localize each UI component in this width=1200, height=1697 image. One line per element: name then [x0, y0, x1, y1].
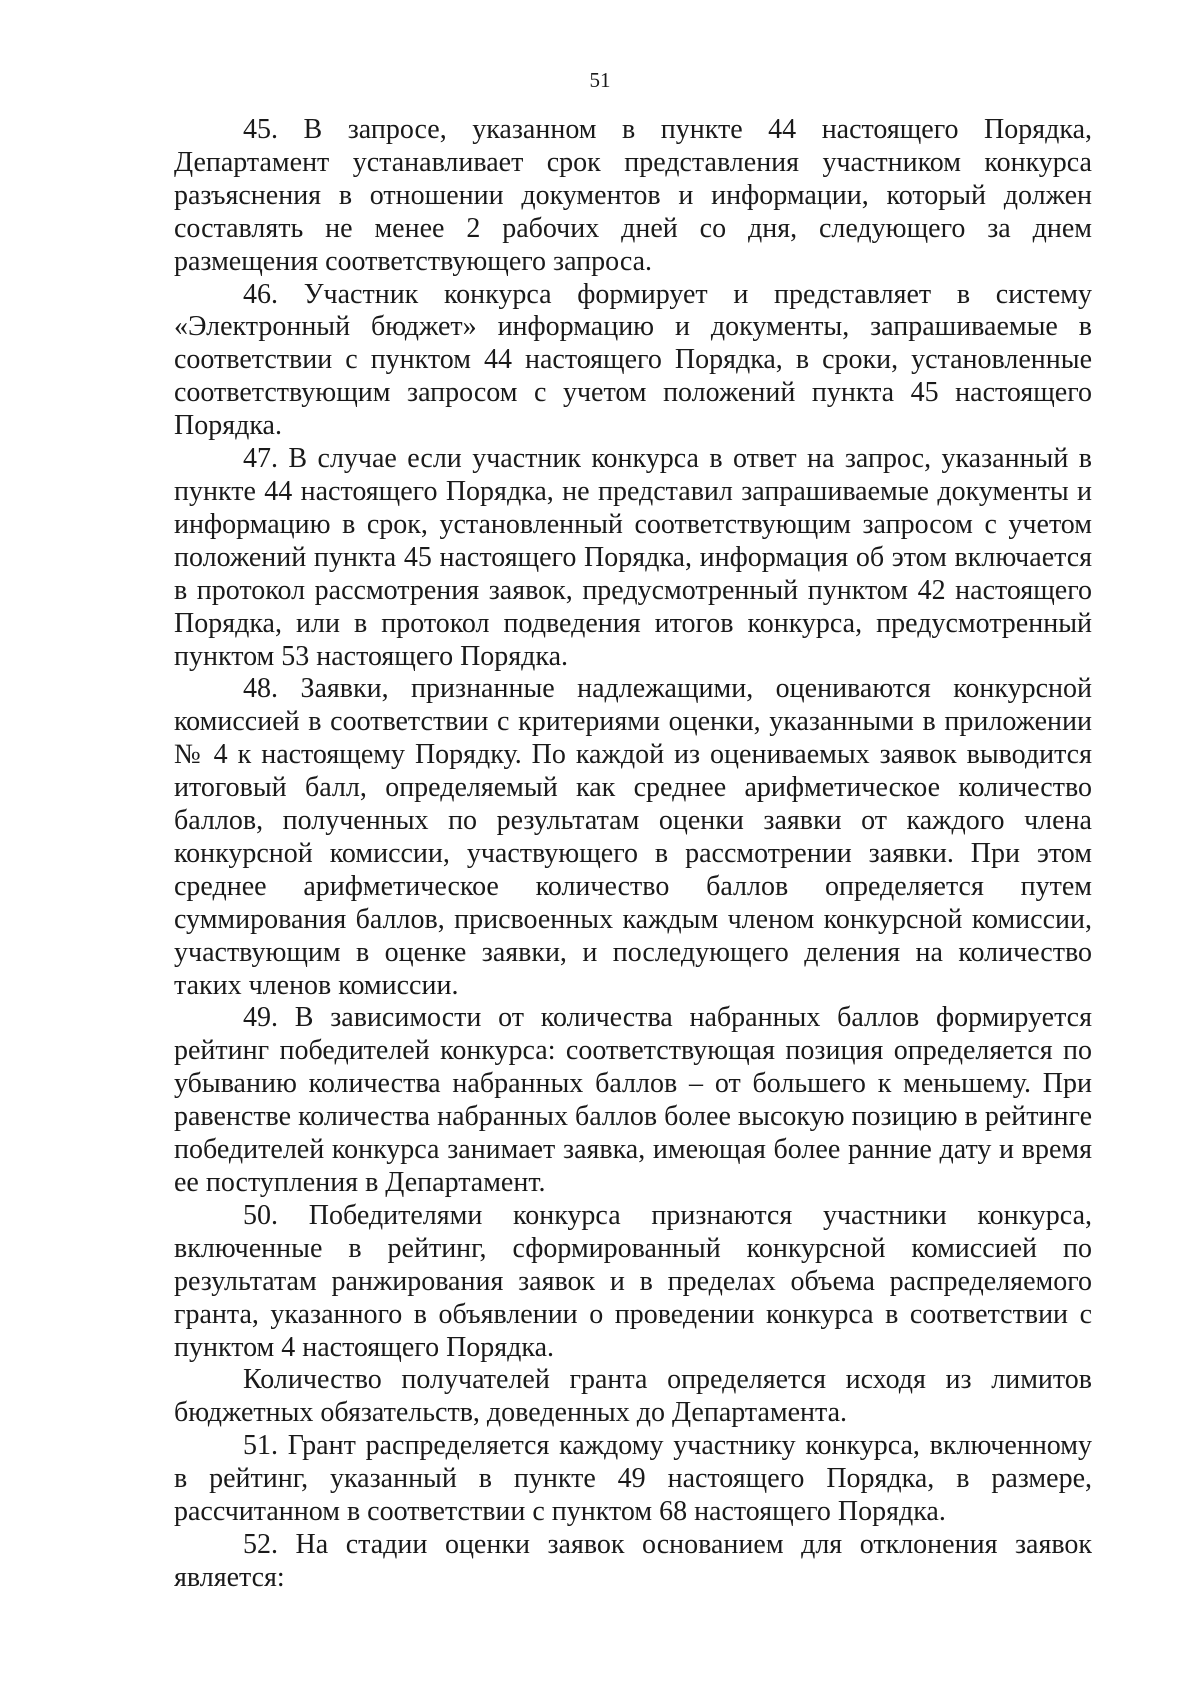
paragraph-50: 50. Победителями конкурса признаются участники конкурса, включенные в рейтинг, сформированный конкурсной комиссией по результатам ранжирования заявок и в пределах объема распределяемого гранта, указанного в объявлении о проведении конкурса в соответствии с пунктом 4 настоящего Порядка.	[174, 1199, 1092, 1363]
paragraph-48: 48. Заявки, признанные надлежащими, оцениваются конкурсной комиссией в соответствии с критериями оценки, указанными в приложении № 4 к настоящему Порядку. По каждой из оцениваемых заявок выводится итоговый балл, определяемый как среднее арифметическое количество баллов, полученных по результатам оценки заявки от каждого члена конкурсной комиссии, участвующего в рассмотрении заявки. При этом среднее арифметическое количество баллов определяется путем суммирования баллов, присвоенных каждым членом конкурсной комиссии, участвующим в оценке заявки, и последующего деления на количество таких членов комиссии.	[174, 673, 1092, 1001]
paragraph-50-note: Количество получателей гранта определяется исходя из лимитов бюджетных обязательств, доведенных до Департамента.	[174, 1364, 1092, 1429]
page-number: 51	[589, 68, 611, 92]
paragraph-51: 51. Грант распределяется каждому участнику конкурса, включенному в рейтинг, указанный в пункте 49 настоящего Порядка, в размере, рассчитанном в соответствии с пунктом 68 настоящего Порядка.	[174, 1430, 1092, 1528]
document-body	[174, 114, 1092, 1595]
paragraph-47: 47. В случае если участник конкурса в ответ на запрос, указанный в пункте 44 настоящего Порядка, не представил запрашиваемые документы и информацию в срок, установленный соответствующим запросом с учетом положений пункта 45 настоящего Порядка, информация об этом включается в протокол рассмотрения заявок, предусмотренный пунктом 42 настоящего Порядка, или в протокол подведения итогов конкурса, предусмотренный пунктом 53 настоящего Порядка.	[174, 443, 1092, 672]
paragraph-49: 49. В зависимости от количества набранных баллов формируется рейтинг победителей конкурса: соответствующая позиция определяется по убыванию количества набранных баллов – от большего к меньшему. При равенстве количества набранных баллов более высокую позицию в рейтинге победителей конкурса занимает заявка, имеющая более ранние дату и время ее поступления в Департамент.	[174, 1002, 1092, 1198]
paragraph-46: 46. Участник конкурса формирует и представляет в систему «Электронный бюджет» информацию и документы, запрашиваемые в соответствии с пунктом 44 настоящего Порядка, в сроки, установленные соответствующим запросом с учетом положений пункта 45 настоящего Порядка.	[174, 278, 1092, 442]
paragraph-45: 45. В запросе, указанном в пункте 44 настоящего Порядка, Департамент устанавливает срок представления участником конкурса разъяснения в отношении документов и информации, который должен составлять не менее 2 рабочих дней со дня, следующего за днем размещения соответствующего запроса.	[174, 114, 1092, 277]
paragraph-52: 52. На стадии оценки заявок основанием для отклонения заявок является:	[174, 1528, 1092, 1593]
